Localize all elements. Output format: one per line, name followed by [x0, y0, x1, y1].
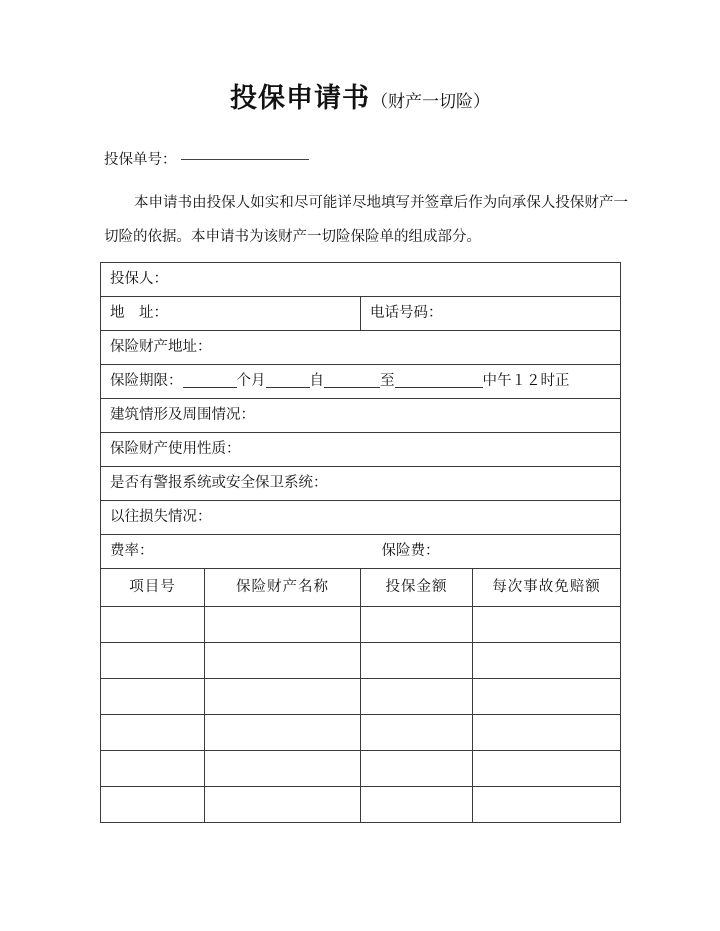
items-table-row: [101, 607, 621, 643]
rate-premium-cell[interactable]: [101, 535, 621, 569]
item-cell-amount[interactable]: [361, 751, 473, 787]
address-cell[interactable]: 地 址：: [101, 297, 361, 331]
item-cell-amount[interactable]: [361, 715, 473, 751]
items-header-insured-amount: 投保金额: [361, 569, 473, 607]
item-cell-name[interactable]: [205, 787, 361, 823]
title-main-text: 投保申请书: [230, 83, 370, 114]
application-form-table: [100, 262, 621, 823]
items-table-header-row: [101, 569, 621, 607]
applicant-cell[interactable]: 投保人：: [101, 263, 621, 297]
period-gap-blank[interactable]: [266, 372, 310, 388]
rate-label: 费率：: [110, 542, 154, 559]
policy-number-line: [104, 148, 309, 169]
item-cell-no[interactable]: [101, 715, 205, 751]
insurance-period-cell[interactable]: [101, 365, 621, 399]
premium-label: 保险费：: [381, 542, 440, 559]
table-row-applicant: [101, 263, 621, 297]
table-row-rate-premium: [101, 535, 621, 569]
title-subtitle-text: （财产一切险）: [371, 92, 490, 112]
items-header-deductible: 每次事故免赔额: [473, 569, 621, 607]
item-cell-name[interactable]: [205, 715, 361, 751]
period-to-label: 至: [380, 373, 395, 390]
property-usage-cell[interactable]: 保险财产使用性质：: [101, 433, 621, 467]
item-cell-amount[interactable]: [361, 787, 473, 823]
item-cell-deductible[interactable]: [473, 715, 621, 751]
items-header-property-name: 保险财产名称: [205, 569, 361, 607]
period-from-label: 自: [309, 373, 324, 390]
items-table-row: [101, 643, 621, 679]
table-row-alarm: [101, 467, 621, 501]
table-row-property-address: [101, 331, 621, 365]
intro-paragraph: 本申请书由投保人如实和尽可能详尽地填写并签章后作为向承保人投保财产一切险的依据。本申请书为该财产一切险保险单的组成部分。: [104, 195, 628, 245]
table-row-usage: [101, 433, 621, 467]
period-unit-label: 个月: [236, 373, 266, 390]
item-cell-no[interactable]: [101, 679, 205, 715]
item-cell-amount[interactable]: [361, 643, 473, 679]
item-cell-no[interactable]: [101, 787, 205, 823]
items-table-row: [101, 715, 621, 751]
table-row-period: [101, 365, 621, 399]
items-header-item-no: 项目号: [101, 569, 205, 607]
item-cell-name[interactable]: [205, 679, 361, 715]
item-cell-name[interactable]: [205, 607, 361, 643]
item-cell-deductible[interactable]: [473, 787, 621, 823]
alarm-system-cell[interactable]: 是否有警报系统或安全保卫系统：: [101, 467, 621, 501]
policy-number-label: 投保单号：: [104, 152, 177, 168]
item-cell-name[interactable]: [205, 751, 361, 787]
item-cell-amount[interactable]: [361, 607, 473, 643]
item-cell-no[interactable]: [101, 643, 205, 679]
table-row-building: [101, 399, 621, 433]
item-cell-no[interactable]: [101, 607, 205, 643]
items-table-row: [101, 751, 621, 787]
building-condition-cell[interactable]: 建筑情形及周围情况：: [101, 399, 621, 433]
policy-number-blank[interactable]: [181, 158, 309, 160]
page-title: [0, 76, 720, 115]
item-cell-deductible[interactable]: [473, 607, 621, 643]
item-cell-no[interactable]: [101, 751, 205, 787]
past-loss-cell[interactable]: 以往损失情况：: [101, 501, 621, 535]
period-tail-label: 中午１２时正: [482, 373, 570, 390]
items-table-row: [101, 679, 621, 715]
table-row-past-loss: [101, 501, 621, 535]
property-address-cell[interactable]: 保险财产地址：: [101, 331, 621, 365]
item-cell-amount[interactable]: [361, 679, 473, 715]
items-table-row: [101, 787, 621, 823]
table-row-address: [101, 297, 621, 331]
item-cell-name[interactable]: [205, 643, 361, 679]
period-label: 保险期限：: [110, 373, 183, 390]
item-cell-deductible[interactable]: [473, 679, 621, 715]
period-end-blank[interactable]: [395, 372, 483, 388]
item-cell-deductible[interactable]: [473, 751, 621, 787]
period-months-blank[interactable]: [183, 372, 237, 388]
phone-cell[interactable]: 电话号码：: [361, 297, 621, 331]
period-start-blank[interactable]: [324, 372, 380, 388]
item-cell-deductible[interactable]: [473, 643, 621, 679]
